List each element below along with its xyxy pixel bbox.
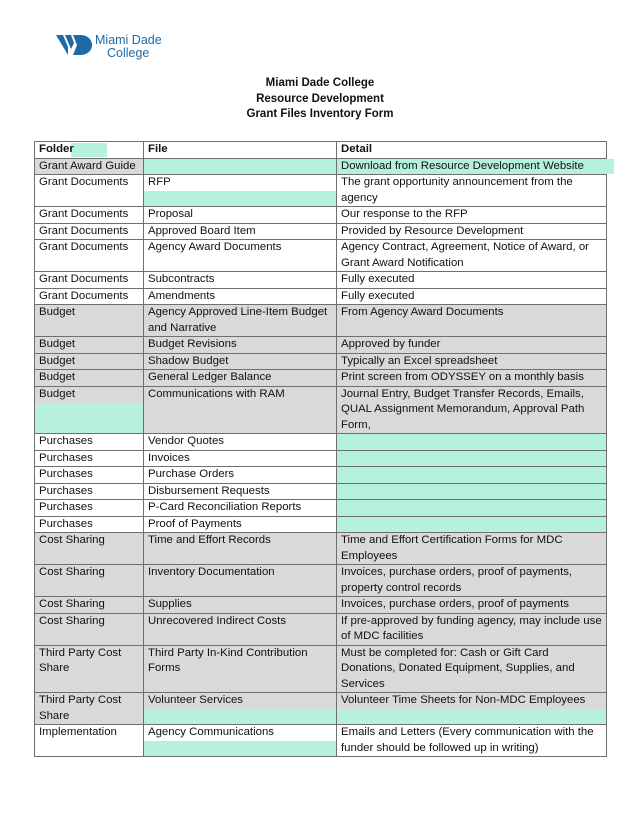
table-row <box>35 434 607 451</box>
cell-folder-text: Grant Documents <box>39 241 129 253</box>
cell-file-text: Agency Communications <box>148 726 274 738</box>
cell-folder <box>35 386 144 434</box>
cell-folder <box>35 483 144 500</box>
cell-folder <box>35 337 144 354</box>
cell-file <box>144 597 337 614</box>
cell-detail-text: Our response to the RFP <box>341 208 468 220</box>
table-row <box>35 207 607 224</box>
cell-file <box>144 533 337 565</box>
cell-folder <box>35 207 144 224</box>
cell-detail <box>337 337 607 354</box>
cell-file <box>144 223 337 240</box>
table-row <box>35 158 607 175</box>
cell-file <box>144 158 337 175</box>
table-row <box>35 516 607 533</box>
cell-folder-text: Purchases <box>39 435 93 447</box>
column-header-detail: Detail <box>337 142 607 159</box>
cell-detail-text: Agency Contract, Agreement, Notice of Award, or Grant Award Notification <box>341 241 589 269</box>
cell-file <box>144 305 337 337</box>
cell-folder <box>35 240 144 272</box>
highlight-mark <box>337 467 606 483</box>
table-row <box>35 725 607 757</box>
cell-file-text: Inventory Documentation <box>148 566 275 578</box>
cell-folder-text: Purchases <box>39 484 93 497</box>
table-row <box>35 370 607 387</box>
cell-folder <box>35 305 144 337</box>
cell-detail <box>337 207 607 224</box>
cell-detail <box>337 240 607 272</box>
logo-text <box>95 34 162 60</box>
cell-detail-text <box>341 518 344 530</box>
logo-line1: Miami Dade <box>95 33 162 47</box>
cell-detail <box>337 434 607 451</box>
cell-folder <box>35 288 144 305</box>
highlight-mark <box>337 517 606 533</box>
table-row <box>35 533 607 565</box>
cell-detail <box>337 613 607 645</box>
table-row <box>35 305 607 337</box>
cell-folder <box>35 693 144 725</box>
cell-folder-text: Grant Documents <box>39 208 129 220</box>
cell-file <box>144 207 337 224</box>
cell-detail-text: Invoices, purchase orders, proof of payments, property control records <box>341 566 573 594</box>
cell-file-text: Vendor Quotes <box>148 435 224 447</box>
table-row <box>35 240 607 272</box>
cell-folder <box>35 500 144 517</box>
cell-folder-text: Grant Documents <box>39 273 129 285</box>
cell-detail-text: Journal Entry, Budget Transfer Records, Emails, QUAL Assignment Memorandum, Approval Path Form, <box>341 387 585 431</box>
cell-folder <box>35 450 144 467</box>
cell-file <box>144 240 337 272</box>
cell-detail-text: Volunteer Time Sheets for Non-MDC Employees <box>341 694 586 706</box>
column-header-file: File <box>144 142 337 159</box>
cell-file-text: Disbursement Requests <box>148 484 270 497</box>
highlight-mark <box>337 434 606 450</box>
md-logo-icon <box>56 33 92 57</box>
cell-detail-text: Invoices, purchase orders, proof of payments <box>341 598 569 610</box>
cell-folder <box>35 272 144 289</box>
cell-file <box>144 386 337 434</box>
cell-detail-text: Fully executed <box>341 289 415 302</box>
cell-file <box>144 467 337 484</box>
cell-detail-text: Fully executed <box>341 273 415 285</box>
cell-detail <box>337 500 607 517</box>
cell-folder <box>35 223 144 240</box>
cell-file <box>144 434 337 451</box>
cell-detail <box>337 272 607 289</box>
cell-folder-text: Implementation <box>39 726 117 738</box>
table-header-row <box>35 142 607 159</box>
cell-file-text: Invoices <box>148 451 190 464</box>
cell-detail <box>337 467 607 484</box>
cell-detail-text <box>341 468 344 480</box>
document-header <box>0 76 640 123</box>
cell-detail-text <box>341 452 344 464</box>
cell-detail <box>337 483 607 500</box>
cell-detail-text: Approved by funder <box>341 338 441 350</box>
cell-detail-text: Download from Resource Development Website <box>341 159 584 172</box>
cell-detail <box>337 158 607 175</box>
cell-file-text: P-Card Reconciliation Reports <box>148 501 302 513</box>
table-row <box>35 645 607 693</box>
cell-detail <box>337 565 607 597</box>
table-row <box>35 272 607 289</box>
cell-folder <box>35 370 144 387</box>
table-row <box>35 467 607 484</box>
cell-detail <box>337 175 607 207</box>
cell-file-text: Third Party In-Kind Contribution Forms <box>148 646 308 674</box>
cell-detail <box>337 597 607 614</box>
cell-file-text: Budget Revisions <box>148 338 237 350</box>
cell-file-text: Unrecovered Indirect Costs <box>148 614 287 627</box>
cell-detail-text: Emails and Letters (Every communication with the funder should be followed up in writing) <box>341 726 594 754</box>
cell-folder-text: Cost Sharing <box>39 598 105 610</box>
cell-detail <box>337 725 607 757</box>
cell-folder <box>35 725 144 757</box>
cell-file-text: Volunteer Services <box>148 694 243 706</box>
logo-line2: College <box>107 46 150 60</box>
table-row <box>35 337 607 354</box>
cell-file-text: Supplies <box>148 598 192 610</box>
cell-folder <box>35 434 144 451</box>
highlight-mark <box>35 403 143 434</box>
cell-detail <box>337 305 607 337</box>
table-row <box>35 353 607 370</box>
cell-folder <box>35 613 144 645</box>
highlight-mark <box>144 191 336 206</box>
cell-folder-text: Grant Documents <box>39 224 129 237</box>
cell-file <box>144 337 337 354</box>
form-title: Grant Files Inventory Form <box>246 108 394 120</box>
cell-folder-text: Purchases <box>39 451 93 464</box>
cell-detail <box>337 353 607 370</box>
cell-file-text: Subcontracts <box>148 273 215 285</box>
highlight-mark <box>144 741 336 756</box>
cell-file <box>144 288 337 305</box>
cell-folder-text: Grant Documents <box>39 176 129 188</box>
cell-file-text: Amendments <box>148 289 216 302</box>
cell-file <box>144 175 337 207</box>
cell-detail-text: Typically an Excel spreadsheet <box>341 354 498 367</box>
cell-file-text: Agency Award Documents <box>148 241 282 253</box>
cell-file-text <box>148 160 151 172</box>
cell-folder <box>35 533 144 565</box>
cell-folder-text: Budget <box>39 338 76 350</box>
cell-detail-text <box>341 485 344 497</box>
highlight-mark <box>144 709 336 724</box>
cell-folder-text: Grant Documents <box>39 289 129 302</box>
table-row <box>35 500 607 517</box>
cell-folder-text: Cost Sharing <box>39 534 105 546</box>
cell-file <box>144 613 337 645</box>
cell-detail <box>337 516 607 533</box>
highlight-mark <box>337 484 606 500</box>
cell-detail <box>337 533 607 565</box>
cell-detail-text: Print screen from ODYSSEY on a monthly basis <box>341 371 584 383</box>
cell-folder <box>35 175 144 207</box>
cell-folder <box>35 565 144 597</box>
cell-file <box>144 353 337 370</box>
cell-file <box>144 565 337 597</box>
cell-file <box>144 272 337 289</box>
cell-folder <box>35 645 144 693</box>
column-header-folder <box>35 142 144 159</box>
cell-detail-text <box>341 501 344 513</box>
highlight-mark <box>337 451 606 467</box>
cell-file-text: General Ledger Balance <box>148 371 272 383</box>
table-row <box>35 597 607 614</box>
cell-detail-text: From Agency Award Documents <box>341 306 504 318</box>
cell-detail <box>337 693 607 725</box>
cell-folder <box>35 158 144 175</box>
college-logo <box>56 33 186 63</box>
cell-detail <box>337 645 607 693</box>
cell-folder <box>35 353 144 370</box>
table-row <box>35 693 607 725</box>
table-row <box>35 223 607 240</box>
inventory-table <box>34 141 607 757</box>
table-row <box>35 613 607 645</box>
cell-folder-text: Budget <box>39 387 76 400</box>
cell-folder-text: Budget <box>39 306 76 318</box>
cell-file <box>144 370 337 387</box>
cell-folder-text: Third Party Cost Share <box>39 694 122 722</box>
cell-detail-text <box>341 435 344 447</box>
cell-file <box>144 516 337 533</box>
cell-folder-text: Grant Award Guide <box>39 159 136 172</box>
cell-detail-text: If pre-approved by funding agency, may include use of MDC facilities <box>341 614 602 642</box>
cell-folder-text: Third Party Cost Share <box>39 646 122 674</box>
table-row <box>35 483 607 500</box>
cell-detail-text: Time and Effort Certification Forms for MDC Employees <box>341 534 563 562</box>
cell-detail-text: The grant opportunity announcement from the agency <box>341 176 573 204</box>
cell-file-text: Proposal <box>148 208 193 220</box>
cell-file <box>144 725 337 757</box>
table-row <box>35 386 607 434</box>
cell-detail <box>337 223 607 240</box>
highlight-mark <box>337 709 606 724</box>
cell-file <box>144 450 337 467</box>
cell-file-text: Communications with RAM <box>148 387 285 400</box>
cell-detail <box>337 288 607 305</box>
cell-file-text: Shadow Budget <box>148 354 229 367</box>
cell-file-text: RFP <box>148 176 171 188</box>
column-header-folder-label: Folder <box>39 143 74 155</box>
cell-detail-text: Must be completed for: Cash or Gift Card Donations, Donated Equipment, Supplies, and Services <box>341 646 575 690</box>
table-row <box>35 288 607 305</box>
cell-folder <box>35 467 144 484</box>
table-row <box>35 175 607 207</box>
highlight-mark <box>144 159 336 175</box>
page-title: Miami Dade College <box>265 77 375 89</box>
cell-folder-text: Purchases <box>39 468 93 480</box>
cell-detail-text: Provided by Resource Development <box>341 224 524 237</box>
cell-file-text: Purchase Orders <box>148 468 235 480</box>
page-subtitle: Resource Development <box>256 92 384 105</box>
cell-detail <box>337 370 607 387</box>
cell-file <box>144 645 337 693</box>
cell-folder-text: Cost Sharing <box>39 566 105 578</box>
cell-file-text: Approved Board Item <box>148 224 256 237</box>
cell-folder-text: Purchases <box>39 501 93 513</box>
highlight-mark <box>337 500 606 516</box>
cell-folder-text: Budget <box>39 371 76 383</box>
cell-file-text: Time and Effort Records <box>148 534 271 546</box>
table-row <box>35 450 607 467</box>
cell-file-text: Proof of Payments <box>148 517 242 530</box>
cell-detail <box>337 386 607 434</box>
cell-file-text: Agency Approved Line-Item Budget and Narrative <box>148 306 328 334</box>
table-row <box>35 565 607 597</box>
cell-file <box>144 693 337 725</box>
cell-file <box>144 483 337 500</box>
cell-folder-text: Purchases <box>39 517 93 530</box>
cell-folder <box>35 597 144 614</box>
cell-folder-text: Cost Sharing <box>39 614 105 627</box>
cell-folder <box>35 516 144 533</box>
cell-folder-text: Budget <box>39 354 76 367</box>
cell-detail <box>337 450 607 467</box>
cell-file <box>144 500 337 517</box>
